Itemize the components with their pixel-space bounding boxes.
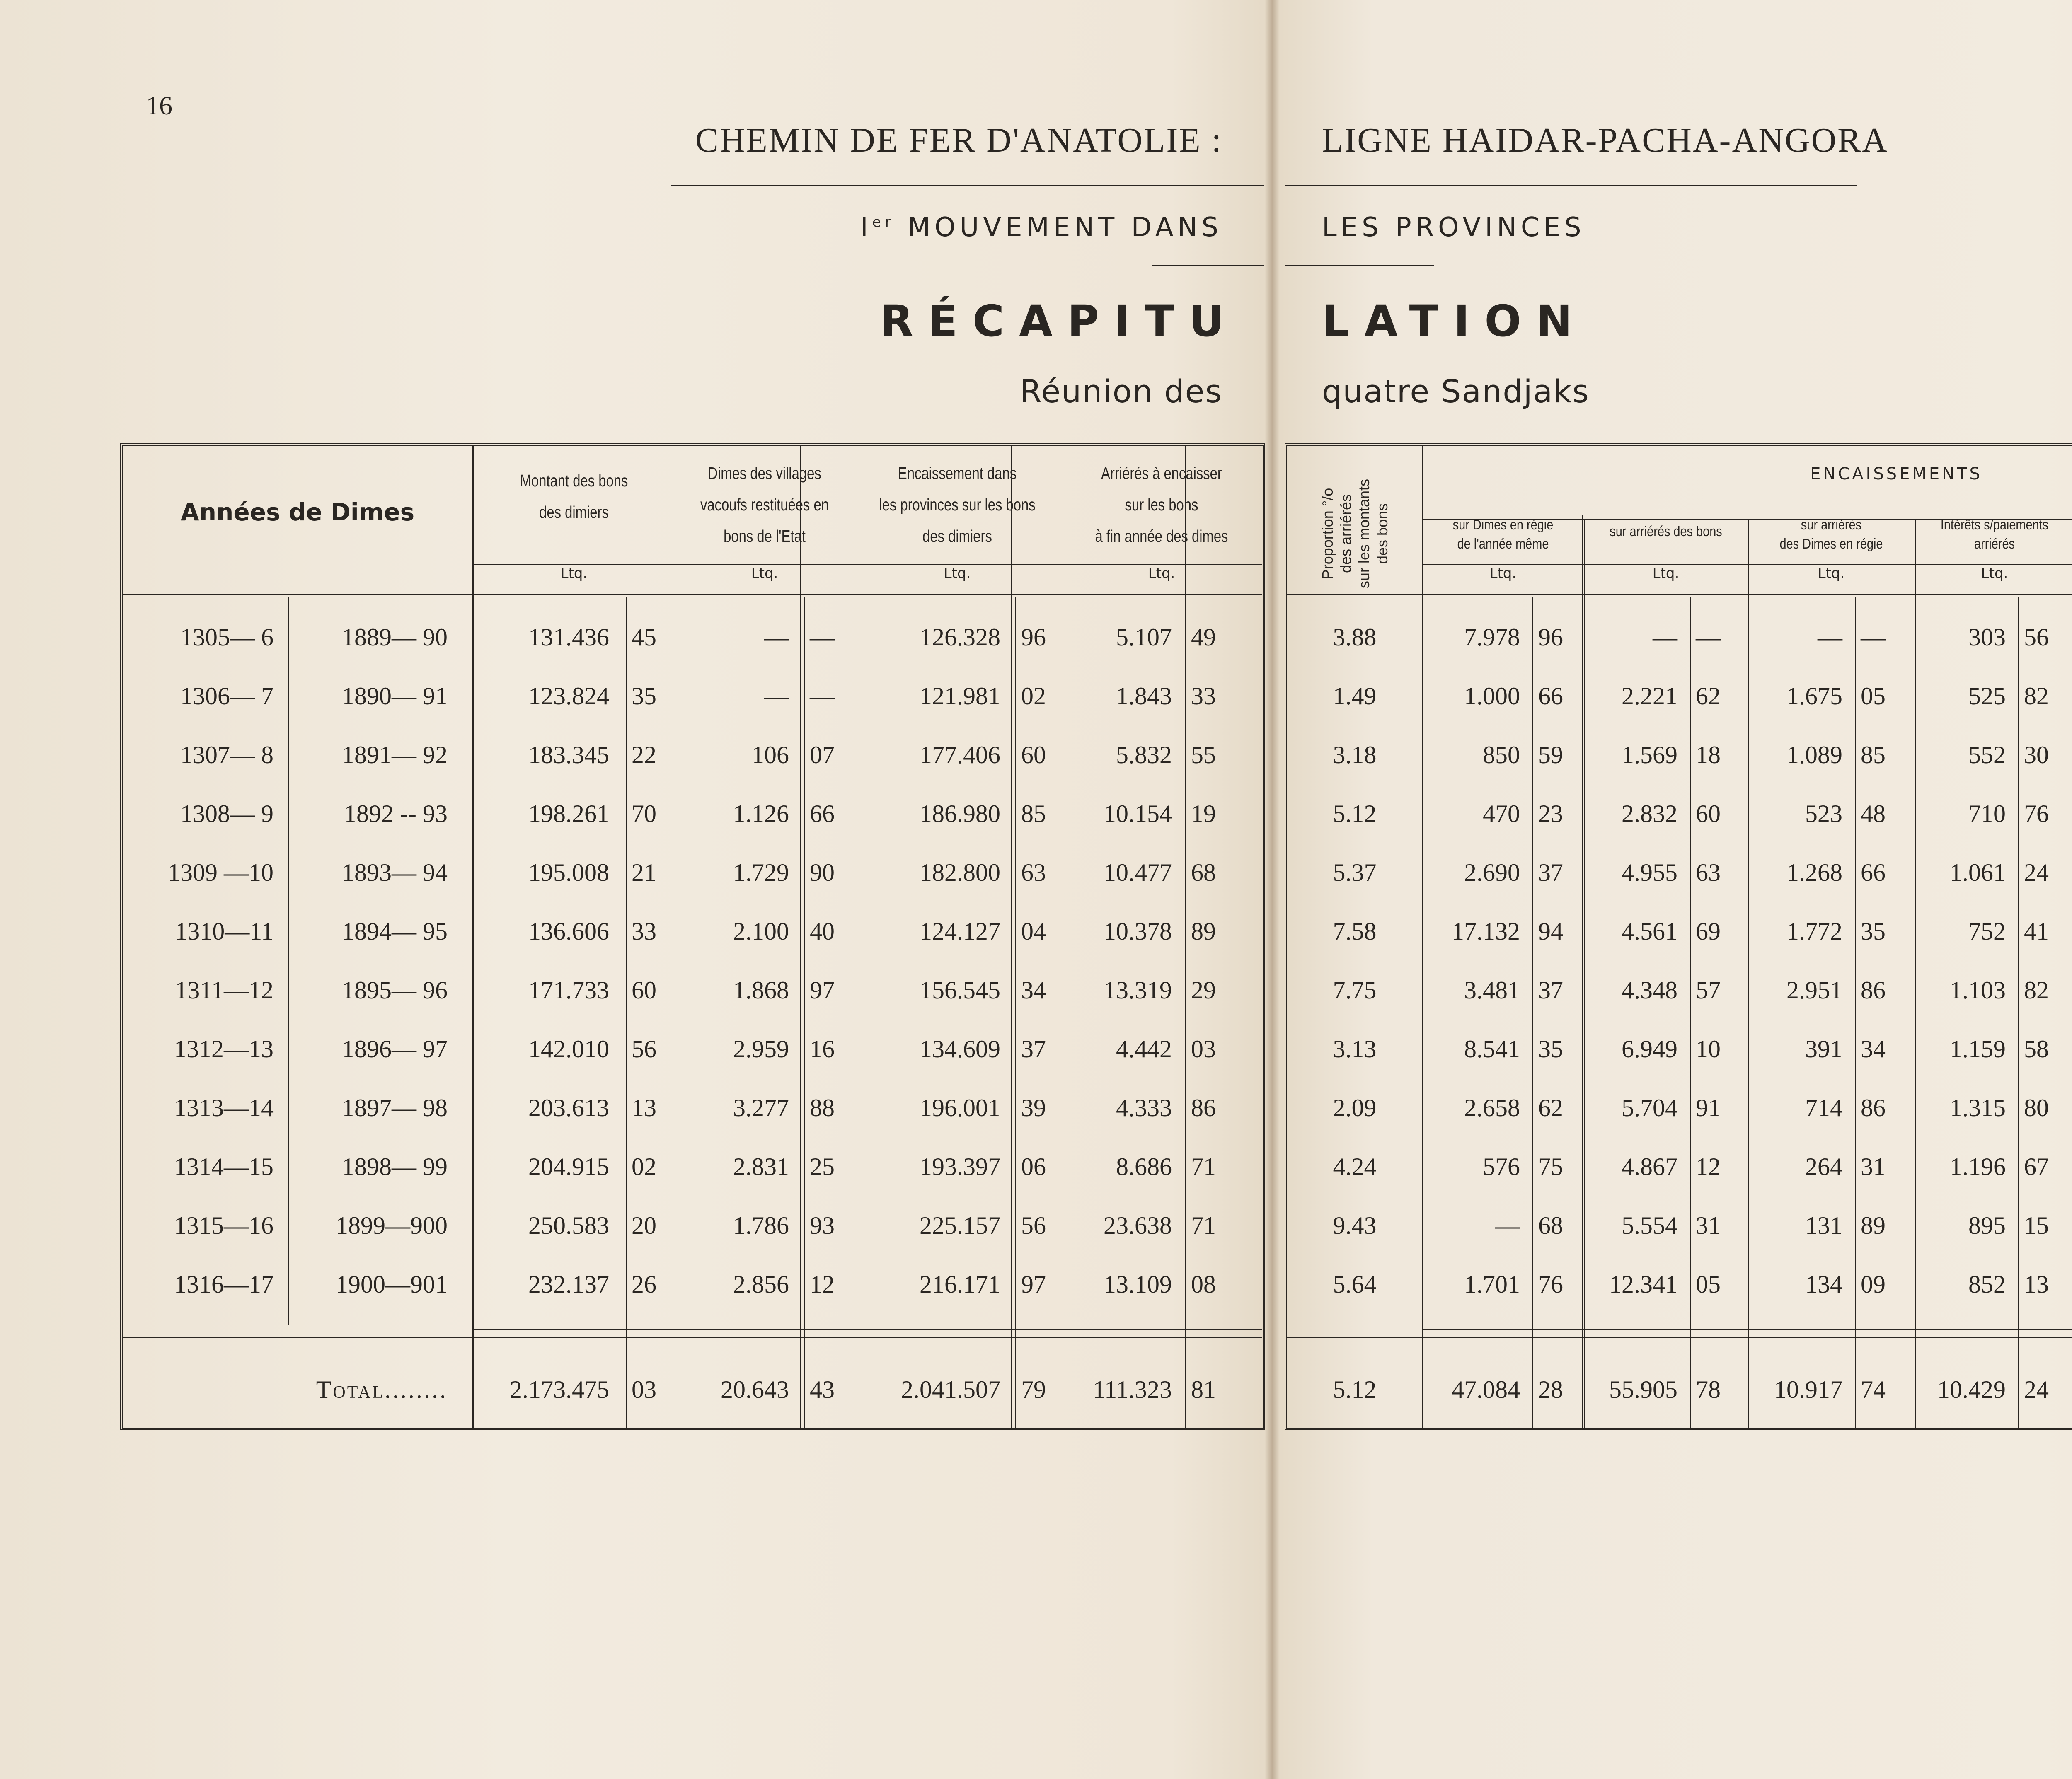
header-montant: Montant des bons bbox=[520, 471, 628, 490]
cell-montant-int: 183.345 bbox=[528, 741, 609, 769]
cell-annee-hegire: 1313—14 bbox=[174, 1094, 274, 1122]
cell-arrieres-int: 1.843 bbox=[1116, 682, 1172, 710]
cell-encaissement-int: 124.127 bbox=[920, 918, 1000, 945]
cell-encaissement-dec: 79 bbox=[1021, 1376, 1046, 1403]
cell-interets-dec: 13 bbox=[2024, 1271, 2049, 1298]
cell-interets-int: 303 bbox=[1968, 624, 2006, 651]
cell-villages-int: 1.786 bbox=[733, 1212, 789, 1239]
cell-sur-arrieres-dimes-dec: — bbox=[1861, 624, 1886, 651]
cell-sur-dimes-int: 1.000 bbox=[1464, 682, 1520, 710]
cell-encaissement-int: 2.041.507 bbox=[901, 1376, 1000, 1403]
header-sur-arrieres-dimes: des Dimes en régie bbox=[1779, 536, 1883, 552]
cell-annee-hegire: 1308— 9 bbox=[180, 800, 274, 827]
heading-right: LATION bbox=[1322, 296, 1587, 346]
cell-sur-dimes-dec: 66 bbox=[1538, 682, 1563, 710]
cell-villages-int: 1.729 bbox=[733, 859, 789, 886]
cell-arrieres-dec: 55 bbox=[1191, 741, 1216, 769]
cell-interets-dec: 56 bbox=[2024, 624, 2049, 651]
cell-proportion: 5.37 bbox=[1333, 859, 1377, 886]
cell-montant-dec: 22 bbox=[632, 741, 656, 769]
cell-proportion: 5.12 bbox=[1333, 1376, 1377, 1403]
cell-annee-greg: 1890— 91 bbox=[342, 682, 448, 710]
cell-villages-int: — bbox=[764, 682, 789, 710]
cell-montant-dec: 21 bbox=[632, 859, 656, 886]
header-annees: Années de Dimes bbox=[180, 498, 415, 526]
header-sur-dimes: de l'année même bbox=[1457, 536, 1549, 552]
cell-annee-greg: 1900—901 bbox=[336, 1271, 448, 1298]
cell-sur-arrieres-bons-int: 4.955 bbox=[1622, 859, 1677, 886]
cell-montant-int: 142.010 bbox=[528, 1035, 609, 1063]
cell-sur-dimes-dec: 96 bbox=[1538, 624, 1563, 651]
cell-sur-dimes-dec: 23 bbox=[1538, 800, 1563, 827]
cell-divers-int bbox=[1986, 915, 2072, 948]
cell-interets-dec: 58 bbox=[2024, 1035, 2049, 1063]
cell-montant-dec: 13 bbox=[632, 1094, 656, 1122]
cell-sur-arrieres-dimes-dec: 48 bbox=[1861, 800, 1886, 827]
cell-montant-int: 136.606 bbox=[528, 918, 609, 945]
header-sur-arrieres-bons: sur arriérés des bons bbox=[1610, 524, 1722, 539]
cell-arrieres-dec: 71 bbox=[1191, 1212, 1216, 1239]
cell-interets-int: 10.429 bbox=[1937, 1376, 2006, 1403]
cell-sur-arrieres-dimes-int: 714 bbox=[1805, 1094, 1842, 1122]
cell-divers-int bbox=[1986, 1209, 2072, 1242]
cell-sur-arrieres-dimes-int: 1.268 bbox=[1786, 859, 1842, 886]
cell-sur-arrieres-bons-int: 2.832 bbox=[1622, 800, 1677, 827]
cell-sur-arrieres-bons-dec: 05 bbox=[1696, 1271, 1721, 1298]
cell-sur-arrieres-bons-int: 55.905 bbox=[1609, 1376, 1677, 1403]
header-dimes-villages: bons de l'Etat bbox=[724, 527, 806, 546]
cell-sur-dimes-int: 47.084 bbox=[1452, 1376, 1520, 1403]
unit-label: Ltq. bbox=[1148, 565, 1175, 582]
cell-encaissement-int: 196.001 bbox=[920, 1094, 1000, 1122]
cell-sur-dimes-dec: 75 bbox=[1538, 1153, 1563, 1180]
cell-sur-dimes-int: 2.658 bbox=[1464, 1094, 1520, 1122]
cell-sur-dimes-int: 17.132 bbox=[1452, 918, 1520, 945]
cell-divers-int bbox=[1986, 738, 2072, 771]
cell-encaissement-int: 121.981 bbox=[920, 682, 1000, 710]
cell-sur-arrieres-bons-int: 1.569 bbox=[1622, 741, 1677, 769]
header-interets: Intérêts s/paiements bbox=[1940, 517, 2049, 533]
cell-sur-dimes-dec: 28 bbox=[1538, 1376, 1563, 1403]
cell-villages-dec: 97 bbox=[810, 977, 835, 1004]
cell-montant-dec: 20 bbox=[632, 1212, 656, 1239]
cell-sur-arrieres-bons-int: 4.867 bbox=[1622, 1153, 1677, 1180]
cell-sur-dimes-dec: 68 bbox=[1538, 1212, 1563, 1239]
cell-montant-int: 204.915 bbox=[528, 1153, 609, 1180]
cell-encaissement-dec: 06 bbox=[1021, 1153, 1046, 1180]
cell-annee-greg: 1899—900 bbox=[336, 1212, 448, 1239]
cell-encaissement-dec: 56 bbox=[1021, 1212, 1046, 1239]
cell-sur-arrieres-dimes-dec: 31 bbox=[1861, 1153, 1886, 1180]
cell-arrieres-dec: 19 bbox=[1191, 800, 1216, 827]
cell-arrieres-dec: 49 bbox=[1191, 624, 1216, 651]
cell-interets-dec: 24 bbox=[2024, 859, 2049, 886]
cell-encaissement-dec: 85 bbox=[1021, 800, 1046, 827]
cell-encaissement-int: 182.800 bbox=[920, 859, 1000, 886]
cell-interets-int: 710 bbox=[1968, 800, 2006, 827]
cell-sur-dimes-int: 3.481 bbox=[1464, 977, 1520, 1004]
cell-proportion: 7.75 bbox=[1333, 977, 1377, 1004]
cell-annee-greg: 1896— 97 bbox=[342, 1035, 448, 1063]
cell-annee-hegire: 1315—16 bbox=[174, 1212, 274, 1239]
cell-montant-int: 232.137 bbox=[528, 1271, 609, 1298]
book-gutter bbox=[1265, 0, 1280, 1779]
cell-villages-int: 1.868 bbox=[733, 977, 789, 1004]
cell-sur-arrieres-dimes-int: 1.089 bbox=[1786, 741, 1842, 769]
cell-interets-dec: 30 bbox=[2024, 741, 2049, 769]
cell-sur-dimes-int: 576 bbox=[1483, 1153, 1520, 1180]
cell-encaissement-dec: 02 bbox=[1021, 682, 1046, 710]
total-label: Total........ bbox=[316, 1376, 448, 1403]
cell-interets-dec: 41 bbox=[2024, 918, 2049, 945]
cell-sur-arrieres-bons-int: 4.348 bbox=[1622, 977, 1677, 1004]
cell-encaissement-dec: 39 bbox=[1021, 1094, 1046, 1122]
cell-annee-hegire: 1306— 7 bbox=[180, 682, 274, 710]
cell-sur-arrieres-dimes-dec: 86 bbox=[1861, 977, 1886, 1004]
cell-sur-dimes-int: 470 bbox=[1483, 800, 1520, 827]
cell-arrieres-int: 13.109 bbox=[1104, 1271, 1172, 1298]
cell-encaissement-int: 216.171 bbox=[920, 1271, 1000, 1298]
cell-interets-int: 1.061 bbox=[1950, 859, 2006, 886]
cell-montant-dec: 02 bbox=[632, 1153, 656, 1180]
unit-label: Ltq. bbox=[751, 565, 778, 582]
cell-sur-arrieres-bons-int: 5.704 bbox=[1622, 1094, 1677, 1122]
cell-villages-int: 3.277 bbox=[733, 1094, 789, 1122]
cell-sur-dimes-int: 7.978 bbox=[1464, 624, 1520, 651]
cell-arrieres-int: 111.323 bbox=[1093, 1376, 1172, 1403]
cell-sur-arrieres-bons-int: 6.949 bbox=[1622, 1035, 1677, 1063]
cell-annee-hegire: 1310—11 bbox=[175, 918, 274, 945]
cell-villages-dec: 12 bbox=[810, 1271, 835, 1298]
cell-sur-dimes-dec: 35 bbox=[1538, 1035, 1563, 1063]
cell-sur-dimes-int: 8.541 bbox=[1464, 1035, 1520, 1063]
cell-sur-dimes-int: 1.701 bbox=[1464, 1271, 1520, 1298]
cell-divers-int bbox=[1986, 856, 2072, 889]
cell-sur-arrieres-dimes-dec: 74 bbox=[1861, 1376, 1886, 1403]
cell-encaissement-dec: 97 bbox=[1021, 1271, 1046, 1298]
cell-sur-arrieres-dimes-dec: 09 bbox=[1861, 1271, 1886, 1298]
reunion-left: Réunion des bbox=[1019, 373, 1222, 410]
cell-sur-dimes-dec: 76 bbox=[1538, 1271, 1563, 1298]
cell-sur-arrieres-dimes-int: 1.675 bbox=[1786, 682, 1842, 710]
cell-sur-arrieres-bons-dec: 57 bbox=[1696, 977, 1721, 1004]
header-arrieres: sur les bons bbox=[1125, 495, 1198, 514]
cell-divers-int bbox=[1986, 679, 2072, 713]
cell-divers-int bbox=[1986, 1091, 2072, 1124]
cell-sur-arrieres-dimes-int: 131 bbox=[1805, 1212, 1842, 1239]
cell-montant-int: 171.733 bbox=[528, 977, 609, 1004]
cell-montant-int: 131.436 bbox=[528, 624, 609, 651]
cell-proportion: 4.24 bbox=[1333, 1153, 1377, 1180]
cell-sur-arrieres-bons-dec: 78 bbox=[1696, 1376, 1721, 1403]
cell-montant-dec: 33 bbox=[632, 918, 656, 945]
cell-interets-int: 552 bbox=[1968, 741, 2006, 769]
cell-arrieres-int: 13.319 bbox=[1104, 977, 1172, 1004]
cell-villages-int: 2.959 bbox=[733, 1035, 789, 1063]
page-number: 16 bbox=[146, 91, 172, 120]
header-sur-dimes: sur Dimes en régie bbox=[1452, 517, 1554, 533]
cell-encaissement-dec: 34 bbox=[1021, 977, 1046, 1004]
cell-montant-int: 198.261 bbox=[528, 800, 609, 827]
cell-interets-int: 1.159 bbox=[1950, 1035, 2006, 1063]
header-dimes-villages: vacoufs restituées en bbox=[700, 495, 829, 514]
cell-montant-dec: 26 bbox=[632, 1271, 656, 1298]
cell-annee-hegire: 1305— 6 bbox=[180, 624, 274, 651]
cell-villages-dec: 90 bbox=[810, 859, 835, 886]
cell-sur-arrieres-dimes-dec: 66 bbox=[1861, 859, 1886, 886]
heading-left: RÉCAPITU bbox=[880, 296, 1239, 346]
cell-divers-int bbox=[1986, 1032, 2072, 1066]
cell-sur-arrieres-bons-dec: 69 bbox=[1696, 918, 1721, 945]
cell-sur-arrieres-dimes-int: 2.951 bbox=[1786, 977, 1842, 1004]
cell-arrieres-dec: 29 bbox=[1191, 977, 1216, 1004]
cell-arrieres-dec: 89 bbox=[1191, 918, 1216, 945]
cell-sur-arrieres-dimes-int: 10.917 bbox=[1774, 1376, 1842, 1403]
cell-annee-greg: 1893— 94 bbox=[342, 859, 448, 886]
cell-sur-arrieres-bons-int: 4.561 bbox=[1622, 918, 1677, 945]
cell-interets-int: 1.103 bbox=[1950, 977, 2006, 1004]
cell-sur-arrieres-dimes-int: 391 bbox=[1805, 1035, 1842, 1063]
cell-sur-arrieres-bons-int: 2.221 bbox=[1622, 682, 1677, 710]
cell-interets-dec: 67 bbox=[2024, 1153, 2049, 1180]
cell-sur-arrieres-dimes-dec: 86 bbox=[1861, 1094, 1886, 1122]
cell-sur-arrieres-bons-dec: 31 bbox=[1696, 1212, 1721, 1239]
cell-interets-dec: 82 bbox=[2024, 977, 2049, 1004]
cell-encaissement-dec: 37 bbox=[1021, 1035, 1046, 1063]
cell-arrieres-int: 4.442 bbox=[1116, 1035, 1172, 1063]
cell-villages-int: 106 bbox=[752, 741, 789, 769]
cell-proportion: 1.49 bbox=[1333, 682, 1377, 710]
header-encaissement: les provinces sur les bons bbox=[879, 495, 1036, 514]
cell-interets-int: 752 bbox=[1968, 918, 2006, 945]
cell-proportion: 3.88 bbox=[1333, 624, 1377, 651]
cell-montant-dec: 45 bbox=[632, 624, 656, 651]
subtitle-right: LES PROVINCES bbox=[1322, 212, 1585, 243]
cell-arrieres-dec: 68 bbox=[1191, 859, 1216, 886]
cell-annee-hegire: 1307— 8 bbox=[180, 741, 274, 769]
cell-encaissement-int: 193.397 bbox=[920, 1153, 1000, 1180]
cell-villages-int: — bbox=[764, 624, 789, 651]
cell-sur-arrieres-bons-dec: 62 bbox=[1696, 682, 1721, 710]
reunion-right: quatre Sandjaks bbox=[1322, 373, 1590, 410]
cell-proportion: 3.18 bbox=[1333, 741, 1377, 769]
cell-divers-int bbox=[1986, 1150, 2072, 1183]
cell-sur-dimes-dec: 37 bbox=[1538, 859, 1563, 886]
cell-annee-greg: 1894— 95 bbox=[342, 918, 448, 945]
header-encaissement: Encaissement dans bbox=[898, 464, 1017, 483]
cell-divers-int bbox=[1986, 1373, 2072, 1406]
unit-label: Ltq. bbox=[1818, 565, 1845, 582]
cell-sur-arrieres-bons-dec: — bbox=[1696, 624, 1721, 651]
cell-sur-arrieres-dimes-dec: 85 bbox=[1861, 741, 1886, 769]
cell-montant-dec: 35 bbox=[632, 682, 656, 710]
cell-montant-int: 195.008 bbox=[528, 859, 609, 886]
cell-interets-int: 895 bbox=[1968, 1212, 2006, 1239]
cell-sur-dimes-int: 850 bbox=[1483, 741, 1520, 769]
cell-arrieres-int: 10.154 bbox=[1104, 800, 1172, 827]
cell-villages-dec: 40 bbox=[810, 918, 835, 945]
cell-sur-dimes-dec: 37 bbox=[1538, 977, 1563, 1004]
cell-proportion: 5.64 bbox=[1333, 1271, 1377, 1298]
cell-proportion: 5.12 bbox=[1333, 800, 1377, 827]
cell-encaissement-int: 186.980 bbox=[920, 800, 1000, 827]
cell-arrieres-int: 5.832 bbox=[1116, 741, 1172, 769]
cell-villages-dec: 93 bbox=[810, 1212, 835, 1239]
cell-annee-hegire: 1309 —10 bbox=[168, 859, 274, 886]
title-right: LIGNE HAIDAR-PACHA-ANGORA bbox=[1322, 121, 1888, 160]
cell-encaissement-dec: 04 bbox=[1021, 918, 1046, 945]
header-encaissement: des dimiers bbox=[922, 527, 992, 546]
cell-annee-greg: 1898— 99 bbox=[342, 1153, 448, 1180]
cell-sur-arrieres-bons-dec: 60 bbox=[1696, 800, 1721, 827]
cell-annee-greg: 1892 -- 93 bbox=[344, 800, 448, 827]
cell-interets-dec: 76 bbox=[2024, 800, 2049, 827]
cell-montant-int: 250.583 bbox=[528, 1212, 609, 1239]
cell-divers-int bbox=[1986, 1268, 2072, 1301]
header-dimes-villages: Dimes des villages bbox=[708, 464, 821, 483]
cell-encaissement-int: 156.545 bbox=[920, 977, 1000, 1004]
cell-arrieres-int: 23.638 bbox=[1104, 1212, 1172, 1239]
cell-encaissement-dec: 96 bbox=[1021, 624, 1046, 651]
title-left: CHEMIN DE FER D'ANATOLIE : bbox=[695, 121, 1222, 160]
cell-interets-int: 852 bbox=[1968, 1271, 2006, 1298]
cell-villages-dec: 07 bbox=[810, 741, 835, 769]
cell-villages-int: 1.126 bbox=[733, 800, 789, 827]
cell-interets-dec: 24 bbox=[2024, 1376, 2049, 1403]
cell-sur-arrieres-dimes-int: 134 bbox=[1805, 1271, 1842, 1298]
cell-sur-arrieres-dimes-int: 523 bbox=[1805, 800, 1842, 827]
cell-villages-dec: 88 bbox=[810, 1094, 835, 1122]
cell-montant-int: 2.173.475 bbox=[510, 1376, 609, 1403]
cell-divers-int bbox=[1986, 797, 2072, 830]
cell-sur-arrieres-bons-dec: 12 bbox=[1696, 1153, 1721, 1180]
cell-sur-arrieres-bons-dec: 10 bbox=[1696, 1035, 1721, 1063]
cell-sur-dimes-dec: 62 bbox=[1538, 1094, 1563, 1122]
cell-arrieres-dec: 08 bbox=[1191, 1271, 1216, 1298]
cell-sur-arrieres-bons-int: — bbox=[1653, 624, 1677, 651]
cell-sur-arrieres-bons-int: 12.341 bbox=[1609, 1271, 1677, 1298]
cell-villages-int: 2.100 bbox=[733, 918, 789, 945]
cell-annee-greg: 1895— 96 bbox=[342, 977, 448, 1004]
cell-villages-int: 2.831 bbox=[733, 1153, 789, 1180]
subtitle-left: Ier MOUVEMENT DANS bbox=[860, 212, 1222, 243]
cell-arrieres-int: 8.686 bbox=[1116, 1153, 1172, 1180]
cell-sur-dimes-int: 2.690 bbox=[1464, 859, 1520, 886]
cell-interets-int: 1.196 bbox=[1950, 1153, 2006, 1180]
cell-sur-dimes-dec: 94 bbox=[1538, 918, 1563, 945]
cell-sur-arrieres-dimes-int: 1.772 bbox=[1786, 918, 1842, 945]
cell-arrieres-int: 5.107 bbox=[1116, 624, 1172, 651]
header-montant: des dimiers bbox=[539, 503, 609, 522]
cell-sur-arrieres-bons-int: 5.554 bbox=[1622, 1212, 1677, 1239]
cell-montant-dec: 03 bbox=[632, 1376, 656, 1403]
cell-interets-dec: 80 bbox=[2024, 1094, 2049, 1122]
cell-villages-dec: 25 bbox=[810, 1153, 835, 1180]
cell-sur-arrieres-dimes-dec: 89 bbox=[1861, 1212, 1886, 1239]
header-interets: arriérés bbox=[1974, 536, 2015, 552]
cell-sur-arrieres-dimes-int: 264 bbox=[1805, 1153, 1842, 1180]
cell-sur-dimes-int: — bbox=[1495, 1212, 1520, 1239]
unit-label: Ltq. bbox=[560, 565, 588, 582]
cell-interets-int: 525 bbox=[1968, 682, 2006, 710]
cell-divers-int bbox=[1986, 974, 2072, 1007]
cell-proportion: 3.13 bbox=[1333, 1035, 1377, 1063]
cell-arrieres-int: 4.333 bbox=[1116, 1094, 1172, 1122]
cell-sur-arrieres-bons-dec: 91 bbox=[1696, 1094, 1721, 1122]
cell-villages-dec: 16 bbox=[810, 1035, 835, 1063]
cell-arrieres-int: 10.477 bbox=[1104, 859, 1172, 886]
cell-villages-dec: 66 bbox=[810, 800, 835, 827]
cell-annee-hegire: 1316—17 bbox=[174, 1271, 274, 1298]
cell-annee-greg: 1891— 92 bbox=[342, 741, 448, 769]
header-proportion: Proportion °/o des arriérés sur les montants des bons bbox=[1319, 479, 1391, 589]
cell-sur-arrieres-dimes-dec: 35 bbox=[1861, 918, 1886, 945]
cell-proportion: 9.43 bbox=[1333, 1212, 1377, 1239]
cell-montant-int: 123.824 bbox=[528, 682, 609, 710]
cell-arrieres-dec: 03 bbox=[1191, 1035, 1216, 1063]
cell-villages-int: 20.643 bbox=[721, 1376, 789, 1403]
cell-villages-dec: — bbox=[810, 682, 835, 710]
cell-encaissement-dec: 60 bbox=[1021, 741, 1046, 769]
cell-proportion: 7.58 bbox=[1333, 918, 1377, 945]
header-arrieres: à fin année des dimes bbox=[1095, 527, 1228, 546]
cell-encaissement-int: 134.609 bbox=[920, 1035, 1000, 1063]
cell-annee-hegire: 1312—13 bbox=[174, 1035, 274, 1063]
cell-villages-dec: 43 bbox=[810, 1376, 835, 1403]
cell-encaissement-int: 225.157 bbox=[920, 1212, 1000, 1239]
cell-sur-arrieres-dimes-dec: 05 bbox=[1861, 682, 1886, 710]
cell-montant-int: 203.613 bbox=[528, 1094, 609, 1122]
cell-sur-arrieres-dimes-dec: 34 bbox=[1861, 1035, 1886, 1063]
cell-sur-dimes-dec: 59 bbox=[1538, 741, 1563, 769]
header-arrieres: Arriérés à encaisser bbox=[1101, 464, 1222, 483]
cell-encaissement-int: 177.406 bbox=[920, 741, 1000, 769]
cell-interets-dec: 82 bbox=[2024, 682, 2049, 710]
cell-arrieres-dec: 71 bbox=[1191, 1153, 1216, 1180]
cell-montant-dec: 56 bbox=[632, 1035, 656, 1063]
cell-montant-dec: 60 bbox=[632, 977, 656, 1004]
cell-arrieres-dec: 33 bbox=[1191, 682, 1216, 710]
cell-villages-dec: — bbox=[810, 624, 835, 651]
unit-label: Ltq. bbox=[1652, 565, 1680, 582]
cell-sur-arrieres-dimes-int: — bbox=[1818, 624, 1842, 651]
cell-encaissement-dec: 63 bbox=[1021, 859, 1046, 886]
cell-annee-hegire: 1311—12 bbox=[175, 977, 274, 1004]
cell-arrieres-dec: 81 bbox=[1191, 1376, 1216, 1403]
cell-encaissement-int: 126.328 bbox=[920, 624, 1000, 651]
cell-interets-dec: 15 bbox=[2024, 1212, 2049, 1239]
cell-interets-int: 1.315 bbox=[1950, 1094, 2006, 1122]
cell-sur-arrieres-bons-dec: 63 bbox=[1696, 859, 1721, 886]
cell-divers-int bbox=[1986, 621, 2072, 654]
unit-label: Ltq. bbox=[1489, 565, 1517, 582]
cell-villages-int: 2.856 bbox=[733, 1271, 789, 1298]
cell-annee-greg: 1897— 98 bbox=[342, 1094, 448, 1122]
unit-label: Ltq. bbox=[944, 565, 971, 582]
cell-arrieres-dec: 86 bbox=[1191, 1094, 1216, 1122]
cell-annee-hegire: 1314—15 bbox=[174, 1153, 274, 1180]
cell-annee-greg: 1889— 90 bbox=[342, 624, 448, 651]
header-encaissements: ENCAISSEMENTS bbox=[1810, 464, 1982, 483]
unit-label: Ltq. bbox=[1981, 565, 2008, 582]
cell-proportion: 2.09 bbox=[1333, 1094, 1377, 1122]
cell-sur-arrieres-bons-dec: 18 bbox=[1696, 741, 1721, 769]
cell-arrieres-int: 10.378 bbox=[1104, 918, 1172, 945]
header-sur-arrieres-dimes: sur arriérés bbox=[1801, 517, 1862, 533]
cell-montant-dec: 70 bbox=[632, 800, 656, 827]
